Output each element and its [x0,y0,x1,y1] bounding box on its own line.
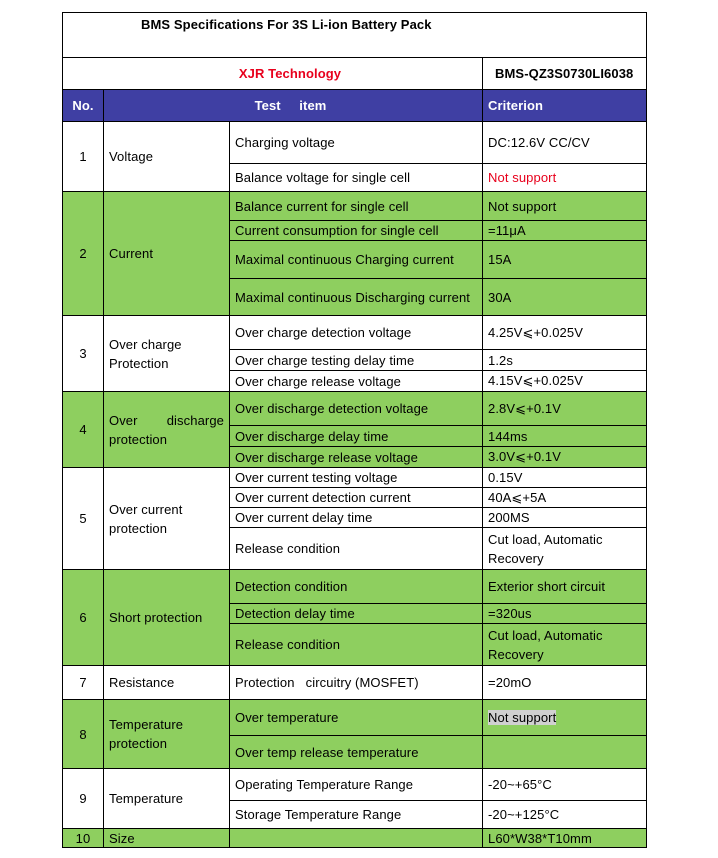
item-cell: Maximal continuous Charging current [230,241,483,279]
value-cell [483,700,647,736]
header-item: item [299,98,327,113]
value-cell: =320us [483,604,647,624]
category-cell: Short protection [104,570,230,666]
item-cell: Over charge detection voltage [230,316,483,350]
item-cell: Detection delay time [230,604,483,624]
value-cell: Not support [483,164,647,192]
table-row [63,700,647,736]
value-cell: 1.2s [483,350,647,371]
category-cell [104,392,230,468]
header-test: Test [254,98,281,113]
header-no: No. [63,90,104,122]
item-cell: Over discharge detection voltage [230,392,483,426]
row-number: 10 [63,829,104,848]
value-cell: =20mO [483,666,647,700]
item-cell: Protection circuitry (MOSFET) [230,666,483,700]
spec-table [62,12,647,848]
header-test-item [104,90,483,122]
value-cell: 40A⩽+5A [483,488,647,508]
item-cell: Release condition [230,528,483,570]
category-cell: Temperature protection [104,700,230,769]
value-cell: DC:12.6V CC/CV [483,122,647,164]
table-header [63,90,647,122]
table-row [63,192,647,221]
company-name: XJR Technology [63,58,483,90]
table-row [63,392,647,426]
item-cell: Over current detection current [230,488,483,508]
category-cell: Size [104,829,230,848]
value-cell: 4.15V⩽+0.025V [483,371,647,392]
table-row [63,316,647,350]
category-cell: Over current protection [104,468,230,570]
category-cell: Current [104,192,230,316]
row-number: 4 [63,392,104,468]
item-cell: Current consumption for single cell [230,221,483,241]
value-cell: Not support [483,192,647,221]
value-cell: Cut load, Automatic Recovery [483,624,647,666]
row-number: 7 [63,666,104,700]
item-cell: Release condition [230,624,483,666]
row-number: 6 [63,570,104,666]
row-number: 5 [63,468,104,570]
model-number: BMS-QZ3S0730LI6038 [483,58,647,90]
item-cell: Over current delay time [230,508,483,528]
category-cell: Over charge Protection [104,316,230,392]
item-cell: Balance current for single cell [230,192,483,221]
document-title: BMS Specifications For 3S Li-ion Battery Pack [63,13,647,58]
table-row [63,468,647,488]
category-cell: Resistance [104,666,230,700]
category-word: Over [109,412,138,428]
value-cell: =11μA [483,221,647,241]
item-cell: Balance voltage for single cell [230,164,483,192]
category-word: discharge [166,412,224,428]
value-cell: -20~+125°C [483,801,647,829]
item-cell: Over temp release temperature [230,736,483,769]
value-cell: 200MS [483,508,647,528]
row-number: 1 [63,122,104,192]
value-cell: Exterior short circuit [483,570,647,604]
item-cell: Maximal continuous Discharging current [230,279,483,316]
item-cell [230,829,483,848]
item-cell: Detection condition [230,570,483,604]
item-cell: Over discharge delay time [230,426,483,447]
header-criterion: Criterion [483,90,647,122]
item-cell: Storage Temperature Range [230,801,483,829]
value-cell: 15A [483,241,647,279]
value-cell: 3.0V⩽+0.1V [483,447,647,468]
row-number: 9 [63,769,104,829]
item-cell: Over charge testing delay time [230,350,483,371]
table-row [63,829,647,848]
table-row [63,570,647,604]
item-cell: Operating Temperature Range [230,769,483,801]
row-number: 3 [63,316,104,392]
item-cell: Over current testing voltage [230,468,483,488]
category-cell: Temperature [104,769,230,829]
item-cell: Over temperature [230,700,483,736]
item-cell: Charging voltage [230,122,483,164]
value-cell [483,736,647,769]
value-cell: 30A [483,279,647,316]
table-row [63,769,647,801]
table-row [63,122,647,164]
category-cell: Voltage [104,122,230,192]
value-cell: 4.25V⩽+0.025V [483,316,647,350]
row-number: 2 [63,192,104,316]
value-cell: 144ms [483,426,647,447]
table-row [63,666,647,700]
value-cell: L60*W38*T10mm [483,829,647,848]
highlighted-value: Not support [488,710,557,725]
value-cell: 2.8V⩽+0.1V [483,392,647,426]
item-cell: Over charge release voltage [230,371,483,392]
item-cell: Over discharge release voltage [230,447,483,468]
value-cell: Cut load, Automatic Recovery [483,528,647,570]
value-cell: 0.15V [483,468,647,488]
value-cell: -20~+65°C [483,769,647,801]
category-word: protection [109,431,168,447]
row-number: 8 [63,700,104,769]
